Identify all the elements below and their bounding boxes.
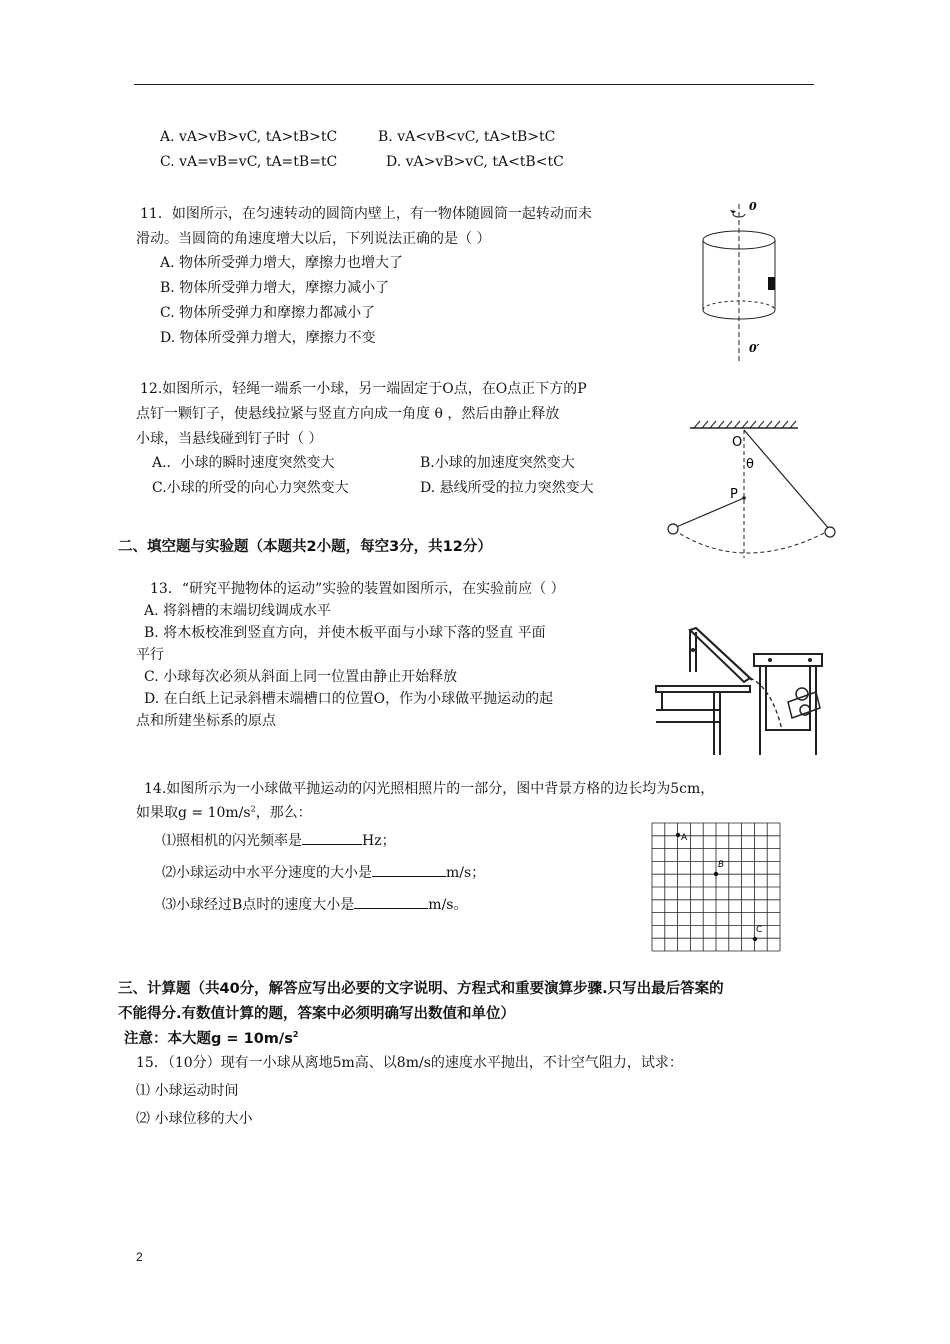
page-number: 2 (136, 1250, 143, 1264)
q12-line1: 12.如图所示，轻绳一端系一小球，另一端固定于O点，在O点正下方的P (140, 381, 587, 397)
q13-option-d-line2: 点和所建坐标系的原点 (136, 713, 276, 729)
q12-line2: 点钉一颗钉子，使悬线拉紧与竖直方向成一角度 θ ，然后由静止释放 (136, 406, 560, 422)
answer-blank-2[interactable] (372, 862, 446, 877)
q11-line2: 滑动。当圆筒的角速度增大以后，下列说法正确的是（ ） (136, 231, 491, 247)
q12-option-d: D. 悬线所受的拉力突然变大 (420, 480, 594, 496)
q13-line1: 13．“研究平抛物体的运动”实验的装置如图所示，在实验前应（ ） (150, 581, 565, 597)
q13-option-d-line1: D. 在白纸上记录斜槽末端槽口的位置O，作为小球做平抛运动的起 (144, 691, 554, 707)
pivot-o-label: O (732, 435, 743, 450)
point-c-label: C (756, 925, 763, 935)
q11-option-b: B. 物体所受弹力增大，摩擦力减小了 (160, 280, 390, 296)
nail-p-label: P (730, 487, 738, 502)
q11-option-a: A. 物体所受弹力增大，摩擦力也增大了 (160, 255, 404, 271)
q13-option-a: A. 将斜槽的末端切线调成水平 (144, 603, 332, 619)
q14-line2: 如果取$g = 10m/s^2$，那么： (136, 804, 312, 821)
ball-left (668, 524, 678, 534)
projectile-apparatus-figure (652, 620, 832, 760)
q14-sub2: ⑵小球运动中水平分速度的大小是 m/s； (162, 862, 485, 882)
q15-part1: ⑴ 小球运动时间 (136, 1083, 239, 1099)
q13-option-c: C. 小球每次必须从斜面上同一位置由静止开始释放 (144, 669, 458, 685)
q10-option-c: C. vA=vB=vC, tA=tB=tC (160, 154, 338, 170)
q14-sub1: ⑴照相机的闪光频率是 Hz； (162, 830, 396, 850)
section3-heading-line2: 不能得分.有数值计算的题，答案中必须明确写出数值和单位） (118, 1006, 516, 1022)
answer-blank-3[interactable] (354, 894, 428, 909)
q10-option-d: D. vA>vB>vC, tA<tB<tC (386, 154, 564, 170)
grid-photo-figure (650, 821, 782, 953)
q12-option-b: B.小球的加速度突然变大 (420, 455, 575, 471)
q15-part2: ⑵ 小球位移的大小 (136, 1111, 253, 1127)
point-a-label: A (681, 833, 688, 843)
cylinder-axis-top-label: 0 (749, 200, 757, 213)
angle-theta-label: θ (746, 457, 754, 472)
block-on-wall (768, 277, 775, 290)
q12-option-a: A.．小球的瞬时速度突然变大 (152, 455, 335, 471)
section3-heading-line1: 三、计算题（共40分，解答应写出必要的文字说明、方程式和重要演算步骤.只写出最后答案的 (118, 981, 724, 997)
ball-right (825, 527, 835, 537)
q12-option-c: C.小球的所受的向心力突然变大 (152, 480, 349, 496)
q10-option-a: A. vA>vB>vC, tA>tB>tC (160, 129, 338, 145)
point-a (676, 833, 680, 837)
q11-option-c: C. 物体所受弹力和摩擦力都减小了 (160, 305, 376, 321)
q13-option-b-line1: B. 将木板校准到竖直方向，并使木板平面与小球下落的竖直 平面 (144, 625, 546, 641)
q10-option-b: B. vA<vB<vC, tA>tB>tC (378, 129, 556, 145)
point-c (753, 937, 757, 941)
cylinder-axis-bottom-label: 0′ (749, 342, 760, 355)
q14-sub3: ⑶小球经过B点时的速度大小是 m/s。 (162, 894, 467, 914)
rotating-cylinder-figure (695, 192, 800, 367)
point-b (714, 872, 718, 876)
section3-note: 注意：本大题$g = 10m/s^2$ (124, 1030, 299, 1047)
point-b-label: B (718, 860, 725, 870)
q15-line1: 15．（10分）现有一小球从离地5m高、以8m/s的速度水平抛出，不计空气阻力，试求： (136, 1055, 683, 1071)
answer-blank-1[interactable] (302, 830, 362, 845)
q12-line3: 小球，当悬线碰到钉子时（ ） (136, 431, 323, 447)
section2-heading: 二、填空题与实验题（本题共2小题，每空3分，共12分） (118, 539, 492, 555)
q14-line1: 14.如图所示为一小球做平抛运动的闪光照相照片的一部分，图中背景方格的边长均为5cm， (144, 781, 715, 797)
header-rule (134, 84, 814, 85)
q11-option-d: D. 物体所受弹力增大，摩擦力不变 (160, 330, 376, 346)
q13-option-b-line2: 平行 (136, 647, 164, 663)
q11-line1: 11．如图所示，在匀速转动的圆筒内壁上，有一物体随圆筒一起转动而未 (140, 206, 592, 222)
pendulum-figure (660, 418, 840, 568)
